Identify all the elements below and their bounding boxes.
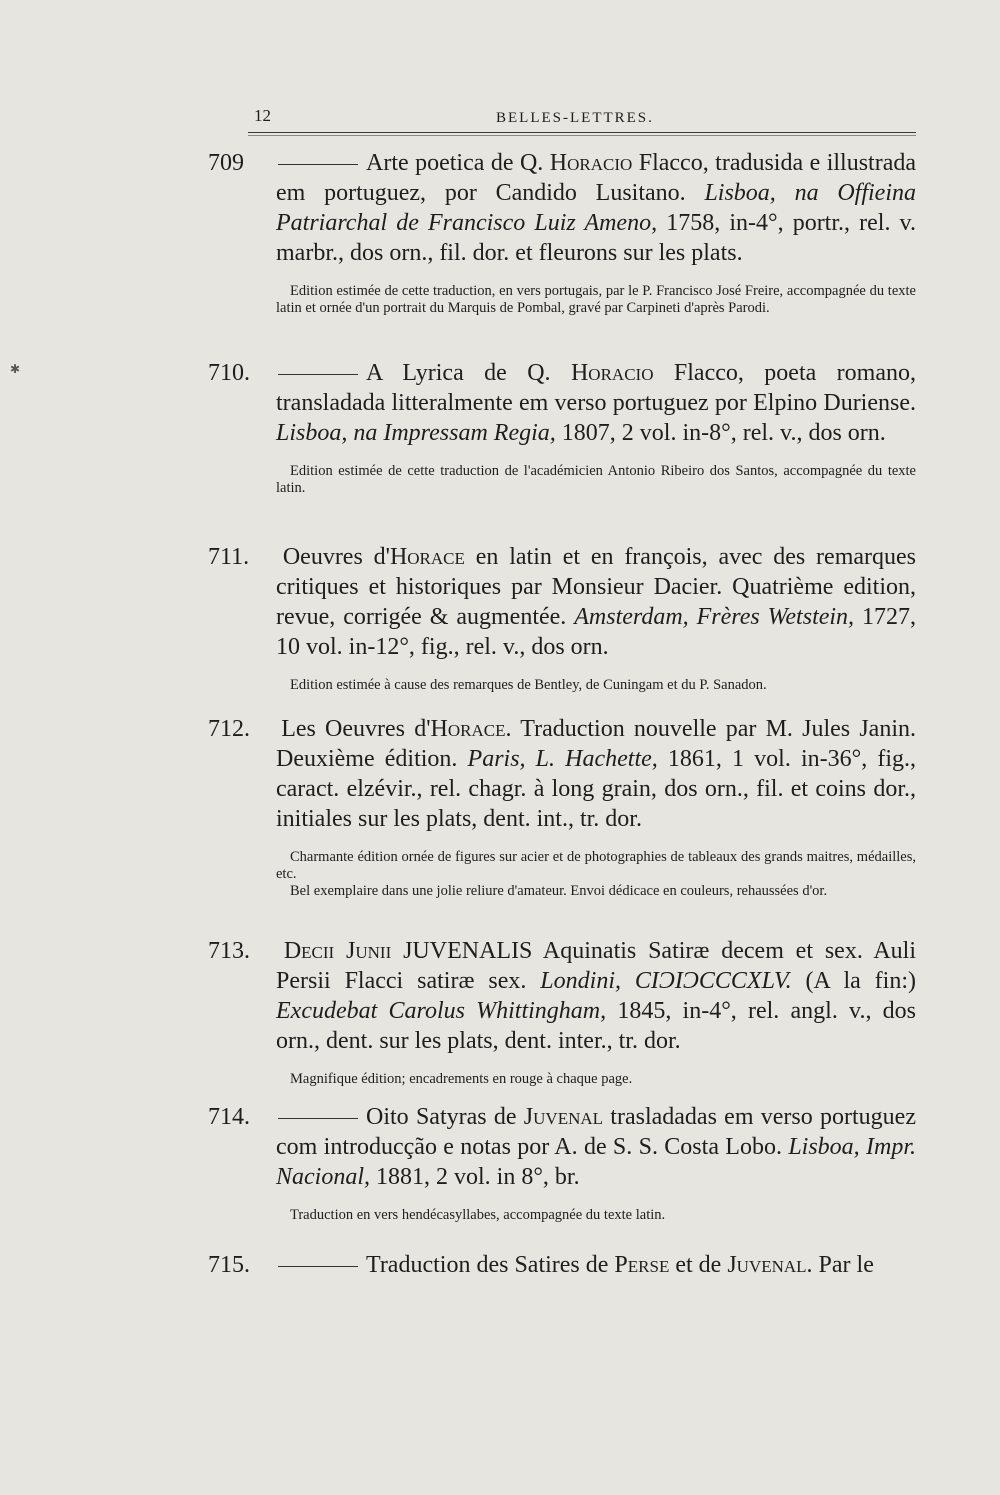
catalog-entry-709 xyxy=(208,148,917,317)
entry-text: 712. Les Oeuvres d'Horace. Traduction nouvelle par M. Jules Janin. Deuxième édition. Paris, L. Hachette, 1861, 1 vol. in-36°, fig., caract. elzévir., rel. chagr. à long grain, dos orn., fil. et coins dor., initiales sur les plats, dent. int., tr. dor. xyxy=(208,716,917,832)
running-head xyxy=(248,106,916,142)
author-name: Perse xyxy=(614,1252,670,1278)
printer: Excudebat Carolus Whittingham, xyxy=(276,998,607,1024)
entry-note: Charmante édition ornée de figures sur acier et de photographies de tableaux des grands maitres, médailles, etc. Bel exemplaire dans une jolie reliure d'amateur. Envoi dédicace en couleurs, rehaussées d'or. xyxy=(276,849,916,899)
entry-text: 713. Decii Junii JUVENALIS Aquinatis Satiræ decem et sex. Auli Persii Flacci satiræ sex. Londini, CIƆIƆCCCXLV. (A la fin:) Excudebat Carolus Whittingham, 1845, in-4°, rel. angl. v., dos orn., dent. sur les plats, dent. inter., tr. dor. xyxy=(208,938,916,1054)
author-name: Horace xyxy=(430,716,506,742)
author-name: Horacio xyxy=(570,360,654,386)
entry-note: Edition estimée de cette traduction, en vers portugais, par le P. Francisco José Freire, accompagnée du texte latin et ornée d'un portrait du Marquis de Pombal, gravé par Carpineti d'après Parodi. xyxy=(276,283,916,316)
author-name: Juvenal xyxy=(523,1104,604,1130)
author-name: Horace xyxy=(389,544,465,570)
entry-text: 710. A Lyrica de Q. Horacio Flacco, poeta romano, transladada litteralmente em verso portuguez por Elpino Duriense. Lisboa, na Impressam Regia, 1807, 2 vol. in-8°, rel. v., dos orn. xyxy=(208,360,916,446)
lot-number: 715. xyxy=(208,1252,250,1278)
page-number: 12 xyxy=(254,106,271,125)
ditto-dash xyxy=(278,374,358,375)
imprint: Amsterdam, Frères Wetstein, xyxy=(574,604,855,630)
author-name: Juvenal xyxy=(727,1252,807,1278)
imprint: Lisboa, na Impressam Regia, xyxy=(276,420,556,446)
entry-text: 711. Oeuvres d'Horace en latin et en françois, avec des remarques critiques et historiques par Monsieur Dacier. Quatrième edition, revue, corrigée & augmentée. Amsterdam, Frères Wetstein, 1727, 10 vol. in-12°, fig., rel. v., dos orn. xyxy=(208,544,916,660)
lot-number: 709 xyxy=(208,150,244,176)
lot-number: 713. xyxy=(208,938,250,964)
imprint: Lisboa, Impr. Nacional, xyxy=(276,1134,917,1190)
catalog-entry-715 xyxy=(208,1250,916,1280)
catalog-entry-711 xyxy=(208,542,916,694)
ditto-dash xyxy=(278,1118,358,1119)
entry-text: 715. Traduction des Satires de Perse et de Juvenal. Par le xyxy=(208,1252,874,1278)
lot-number: 711. xyxy=(208,544,250,570)
catalog-entry-714 xyxy=(208,1102,917,1224)
entry-note: Edition estimée de cette traduction de l'académicien Antonio Ribeiro dos Santos, accompagnée du texte latin. xyxy=(276,463,916,496)
author-name: Decii Junii xyxy=(283,938,392,964)
catalog-entry-712 xyxy=(208,714,917,900)
entry-note: Traduction en vers hendécasyllabes, accompagnée du texte latin. xyxy=(290,1207,666,1223)
header-rule xyxy=(248,132,916,136)
imprint: Londini, CIƆIƆCCCXLV. xyxy=(540,968,792,994)
entry-note: Edition estimée à cause des remarques de Bentley, de Cuningam et du P. Sanadon. xyxy=(290,677,767,693)
author-name: Horacio xyxy=(549,150,633,176)
ditto-dash xyxy=(278,164,358,165)
margin-asterisk-icon: ✱ xyxy=(10,362,21,376)
catalog-entry-713 xyxy=(208,936,916,1088)
imprint: Lisboa, na Offieina Patriarchal de Francisco Luiz Ameno, xyxy=(276,180,917,236)
catalog-entry-710 xyxy=(208,358,916,497)
entry-text: 709 Arte poetica de Q. Horacio Flacco, tradusida e illustrada em portuguez, por Candido Lusitano. Lisboa, na Offieina Patriarchal de Francisco Luiz Ameno, 1758, in-4°, portr., rel. v. marbr., dos orn., fil. dor. et fleurons sur les plats. xyxy=(208,150,917,266)
lot-number: 710. xyxy=(208,360,250,386)
ditto-dash xyxy=(278,1266,358,1267)
entry-text: 714. Oito Satyras de Juvenal trasladadas em verso portuguez com introducção e notas por A. de S. S. Costa Lobo. Lisboa, Impr. Nacional, 1881, 2 vol. in 8°, br. xyxy=(208,1104,917,1190)
running-title: BELLES-LETTRES. xyxy=(496,110,654,126)
imprint: Paris, L. Hachette, xyxy=(467,746,658,772)
lot-number: 712. xyxy=(208,716,250,742)
entry-note: Magnifique édition; encadrements en rouge à chaque page. xyxy=(290,1071,633,1087)
lot-number: 714. xyxy=(208,1104,250,1130)
